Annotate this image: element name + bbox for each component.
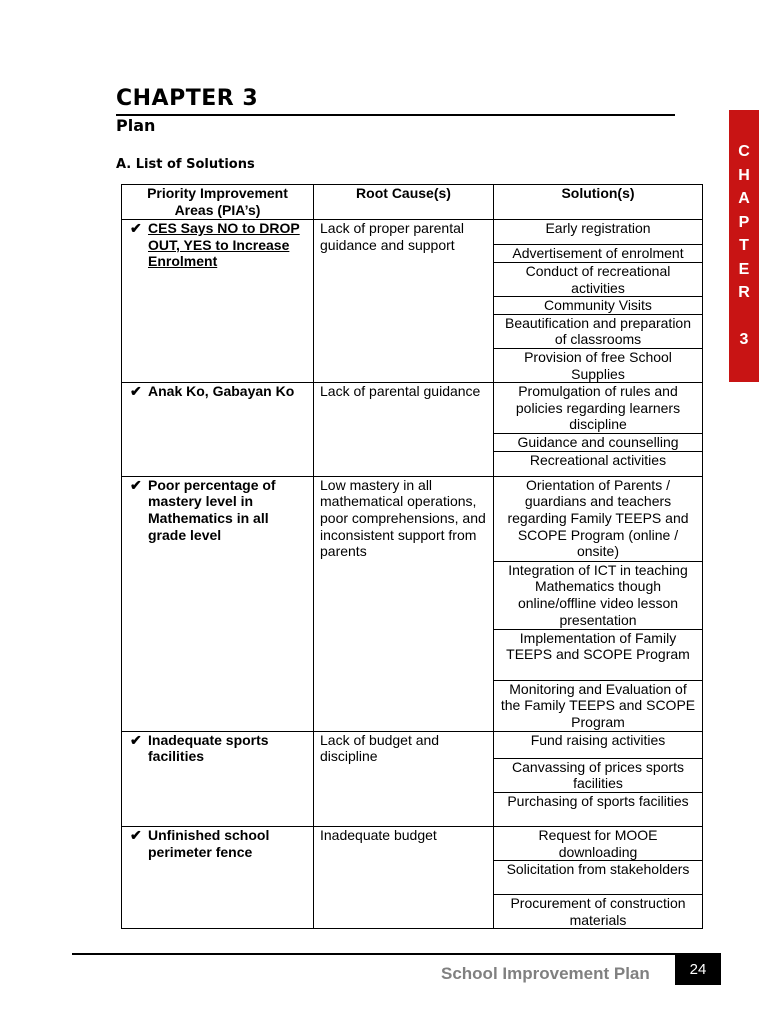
checkmark-icon: ✔: [130, 731, 142, 748]
solution-cell: Provision of free School Supplies: [494, 348, 703, 382]
table-row: [122, 220, 703, 245]
pia-text: Unfinished school perimeter fence: [148, 826, 270, 860]
solutions-table: [121, 184, 703, 929]
side-tab-letter: T: [739, 237, 749, 254]
title-rule: [116, 114, 675, 116]
solution-cell: Early registration: [494, 220, 703, 245]
pia-cell: [122, 220, 314, 383]
chapter-title: CHAPTER 3: [116, 86, 259, 111]
side-tab-letter: R: [738, 284, 750, 301]
checkmark-icon: ✔: [130, 220, 142, 236]
pia-cell: [122, 383, 314, 477]
checkmark-icon: ✔: [130, 383, 142, 400]
solution-cell: Fund raising activities: [494, 731, 703, 758]
page-subtitle: Plan: [116, 116, 156, 135]
footer-rule: [72, 953, 721, 955]
solution-cell: Integration of ICT in teaching Mathematics though online/offline video lesson presentation: [494, 561, 703, 629]
root-cause-cell: Low mastery in all mathematical operations, poor comprehensions, and inconsistent support from parents: [314, 476, 494, 731]
table-header-row: [122, 185, 703, 220]
chapter-side-tab: [729, 110, 759, 382]
solution-cell: Promulgation of rules and policies regarding learners discipline: [494, 383, 703, 434]
header-pia: Priority Improvement Areas (PIA’s): [122, 185, 314, 220]
side-tab-letter: H: [738, 166, 750, 184]
solution-cell: Request for MOOE downloading: [494, 826, 703, 860]
header-solutions: Solution(s): [494, 185, 703, 220]
side-tab-letter: C: [738, 143, 750, 160]
checkmark-icon: ✔: [130, 826, 142, 843]
solution-cell: Monitoring and Evaluation of the Family TEEPS and SCOPE Program: [494, 680, 703, 731]
solution-cell: Conduct of recreational activities: [494, 263, 703, 297]
section-heading: A. List of Solutions: [116, 157, 255, 172]
root-cause-cell: Lack of budget and discipline: [314, 731, 494, 826]
pia-text: Poor percentage of mastery level in Mathematics in all grade level: [148, 476, 276, 543]
table-row: [122, 476, 703, 561]
pia-text: Inadequate sports facilities: [148, 731, 269, 765]
solution-cell: Procurement of construction materials: [494, 895, 703, 929]
root-cause-cell: Lack of proper parental guidance and support: [314, 220, 494, 383]
header-root-cause: Root Cause(s): [314, 185, 494, 220]
pia-text: CES Says NO to DROP OUT, YES to Increase Enrolment: [148, 220, 300, 270]
page-number: 24: [675, 953, 721, 985]
footer-title: School Improvement Plan: [441, 964, 650, 983]
solution-cell: Beautification and preparation of classrooms: [494, 314, 703, 348]
pia-text: Anak Ko, Gabayan Ko: [148, 383, 295, 400]
root-cause-cell: Lack of parental guidance: [314, 383, 494, 477]
pia-cell: [122, 826, 314, 928]
solution-cell: Canvassing of prices sports facilities: [494, 758, 703, 792]
solution-cell: Community Visits: [494, 297, 703, 315]
side-tab-letter: P: [738, 213, 750, 231]
solution-cell: Orientation of Parents / guardians and teachers regarding Family TEEPS and SCOPE Program (online / onsite): [494, 476, 703, 561]
root-cause-cell: Inadequate budget: [314, 826, 494, 928]
solution-cell: Solicitation from stakeholders: [494, 861, 703, 895]
solution-cell: Recreational activities: [494, 451, 703, 476]
side-tab-letter: 3: [739, 331, 749, 348]
pia-cell: [122, 476, 314, 731]
solution-cell: Guidance and counselling: [494, 434, 703, 452]
side-tab-letter: E: [738, 260, 750, 278]
pia-cell: [122, 731, 314, 826]
table-row: [122, 731, 703, 758]
side-tab-letter: A: [738, 190, 750, 207]
solution-cell: Implementation of Family TEEPS and SCOPE Program: [494, 629, 703, 680]
table-row: [122, 826, 703, 860]
checkmark-icon: ✔: [130, 476, 142, 493]
solution-cell: Purchasing of sports facilities: [494, 792, 703, 826]
table-row: [122, 383, 703, 434]
solution-cell: Advertisement of enrolment: [494, 245, 703, 263]
